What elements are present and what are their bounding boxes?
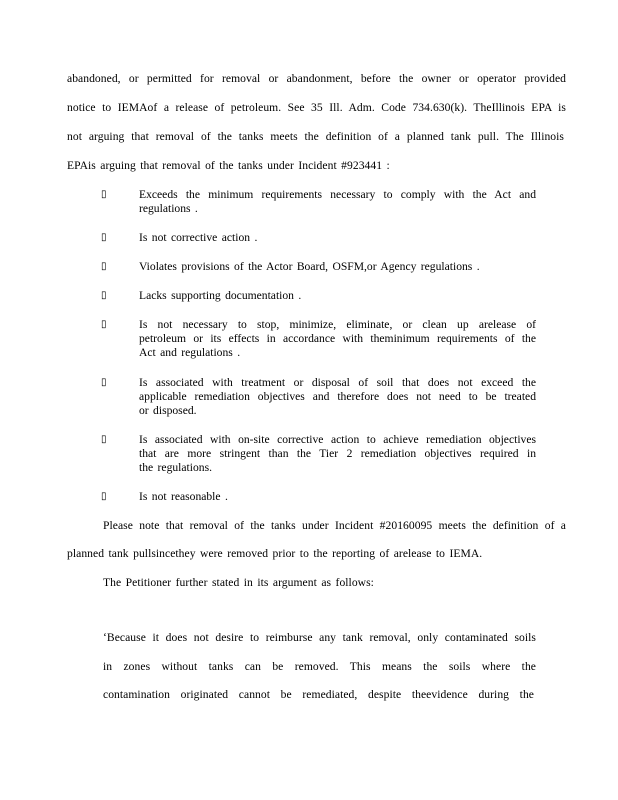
bullet-icon: ▯ <box>101 491 107 502</box>
list-item-line: regulations . <box>139 202 198 216</box>
paragraph-line: EPAis arguing that removal of the tanks under Incident #923441 : <box>67 159 390 172</box>
list-item-line: applicable remediation objectives and therefore does not need to be treated <box>139 390 536 404</box>
list-item <box>139 490 536 504</box>
paragraph-line: notice to IEMAof a release of petroleum. See 35 Ill. Adm. Code 734.630(k). TheIllinois EPA is <box>67 101 566 114</box>
list-item-line: Act and regulations . <box>139 346 241 360</box>
quote-line: in zones without tanks can be removed. This means the soils where the <box>103 660 536 673</box>
list-item-line: or disposed. <box>139 404 197 418</box>
list-item-line: Is not reasonable . <box>139 490 228 503</box>
bullet-icon: ▯ <box>101 290 107 301</box>
bullet-icon: ▯ <box>101 261 107 272</box>
bullet-icon: ▯ <box>101 232 107 243</box>
list-item-line: Is not corrective action . <box>139 231 258 244</box>
list-item-line: Violates provisions of the Actor Board, OSFM,or Agency regulations . <box>139 260 480 273</box>
list-item-line: that are more stringent than the Tier 2 remediation objectives required in <box>139 447 536 461</box>
list-item <box>139 231 536 245</box>
list-item-line: petroleum or its effects in accordance with theminimum requirements of the <box>139 332 536 346</box>
list-item <box>139 260 536 274</box>
list-item-line: the regulations. <box>139 461 212 475</box>
list-item-line: Is associated with treatment or disposal of soil that does not exceed the <box>139 376 536 389</box>
list-item <box>139 318 536 361</box>
list-item <box>139 188 536 216</box>
list-item <box>139 433 536 476</box>
bullet-icon: ▯ <box>101 377 107 388</box>
list-item-line: Is associated with on-site corrective action to achieve remediation objectives <box>139 433 536 446</box>
list-item-line: Exceeds the minimum requirements necessary to comply with the Act and <box>139 188 536 201</box>
paragraph-line: not arguing that removal of the tanks meets the definition of a planned tank pull. The Illinois <box>67 130 564 143</box>
paragraph-line: The Petitioner further stated in its argument as follows: <box>103 576 374 589</box>
list-item <box>139 376 536 419</box>
quote-line: contamination originated cannot be remediated, despite theevidence during the <box>103 688 534 701</box>
bullet-icon: ▯ <box>101 434 107 445</box>
list-item <box>139 289 536 303</box>
list-item-line: Lacks supporting documentation . <box>139 289 302 302</box>
quote-line: ‘Because it does not desire to reimburse any tank removal, only contaminated soils <box>103 631 536 644</box>
paragraph-line: Please note that removal of the tanks under Incident #20160095 meets the definition of a <box>103 519 566 532</box>
paragraph-line: planned tank pullsincethey were removed prior to the reporting of arelease to IEMA. <box>67 547 483 560</box>
list-item-line: Is not necessary to stop, minimize, eliminate, or clean up arelease of <box>139 318 536 331</box>
paragraph-line: abandoned, or permitted for removal or abandonment, before the owner or operator provided <box>67 72 566 85</box>
bullet-icon: ▯ <box>101 189 107 200</box>
bullet-icon: ▯ <box>101 319 107 330</box>
